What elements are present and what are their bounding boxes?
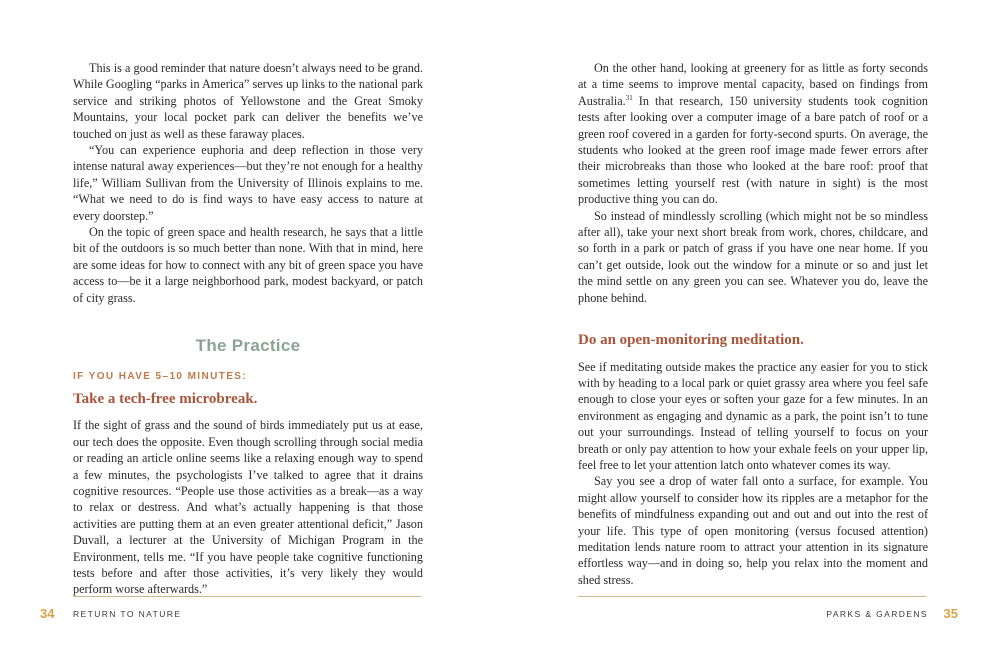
left-subhead: Take a tech-free microbreak. <box>73 390 258 407</box>
left-page-number: 34 <box>40 606 55 621</box>
right-paragraph-4: Say you see a drop of water fall onto a surface, for example. You might allow yourself to consider how its ripples are a metaphor for the benefits of mindfulness expanding out and out and out into the rest of your life. This type of open monitoring (versus focused attention) meditation lends nature room to attract your attention in its signature effortless way—and in doing so, help you relax into the moment and shed stress. <box>578 474 928 587</box>
left-footer-rule <box>73 596 421 597</box>
right-subhead: Do an open-monitoring meditation. <box>578 332 804 349</box>
right-paragraph-1-part-b: In that research, 150 university students took cognition tests after looking over a computer image of a bare patch of roof or a green roof covered in a garden for forty-second spurts. On average, the students who looked at the green roof image made fewer errors after their microbreaks than those who looked at the bare roof: proof that sometimes letting yourself rest (with nature in sight) is the most productive thing you can do. <box>578 93 928 207</box>
left-running-head: RETURN TO NATURE <box>73 609 182 619</box>
left-text-column <box>73 60 423 598</box>
left-paragraph-1: This is a good reminder that nature doesn’t always need to be grand. While Googling “parks in America” serves up links to the national park service and striking photos of Yellowstone and the Great Smoky Mountains, your local pocket park can deliver the benefits we’ve touched on just as well as these faraway places. <box>73 61 423 141</box>
left-paragraph-2: “You can experience euphoria and deep reflection in those very intense natural away experiences—but they’re not enough for a healthy life,” William Sullivan from the University of Illinois explains to me. “What we need to do is find ways to have easy access to nature at every doorstep.” <box>73 143 423 223</box>
right-text-column <box>578 60 928 588</box>
right-page-number: 35 <box>943 606 958 621</box>
right-paragraph-2: So instead of mindlessly scrolling (which might not be so mindless after all), take your next short break from work, chores, childcare, and so forth in a park or patch of grass if you have one near home. If you can’t get outside, look out the window for a minute or so and just let the mind settle on any green you can see. Whatever you do, leave the phone behind. <box>578 208 928 305</box>
right-page <box>500 0 1000 667</box>
right-running-head: PARKS & GARDENS <box>826 609 928 619</box>
left-paragraph-4: If the sight of grass and the sound of birds immediately put us at ease, our tech does the opposite. Even though scrolling through social media or reading an article online seems like a relaxing enough way to spend a few minutes, the psychologists I’ve talked to agree that it drains cognitive resources. “People use those activities as a break—as a way to relax or destress. And what’s actually happening is that those activities are putting them at an even greater attentional deficit,” Jason Duvall, a lecturer at the University of Michigan Program in the Environment, tells me. “If you have people take cognitive functioning tests before and after those activities, it’s very likely they would perform worse afterwards.” <box>73 418 423 597</box>
right-paragraph-1-part-a: On the other hand, looking at greenery for as little as forty seconds at a time seems to improve mental capacity, based on findings from Australia. <box>578 61 928 108</box>
left-paragraph-3: On the topic of green space and health research, he says that a little bit of the outdoors is so much better than none. With that in mind, here are some ideas for how to connect with any bit of green space you have access to—be it a large neighborhood park, modest backyard, or patch of city grass. <box>73 225 423 305</box>
right-footer-rule <box>578 596 926 597</box>
right-paragraph-1 <box>578 60 928 208</box>
section-title: The Practice <box>195 336 301 356</box>
footnote-reference: 31 <box>625 93 633 102</box>
time-kicker: IF YOU HAVE 5–10 MINUTES: <box>73 370 248 382</box>
right-paragraph-3: See if meditating outside makes the practice any easier for you to stick with by heading to a local park or quiet grassy area where you feel safe enough to close your eyes or soften your gaze for a few minutes. In an environment as engaging and dynamic as a park, the point isn’t to tune out your surroundings. Instead of telling yourself to focus on your breath or only pay attention to how your exhale feels on your upper lip, feel free to let your attention latch onto whatever comes its way. <box>578 359 928 472</box>
